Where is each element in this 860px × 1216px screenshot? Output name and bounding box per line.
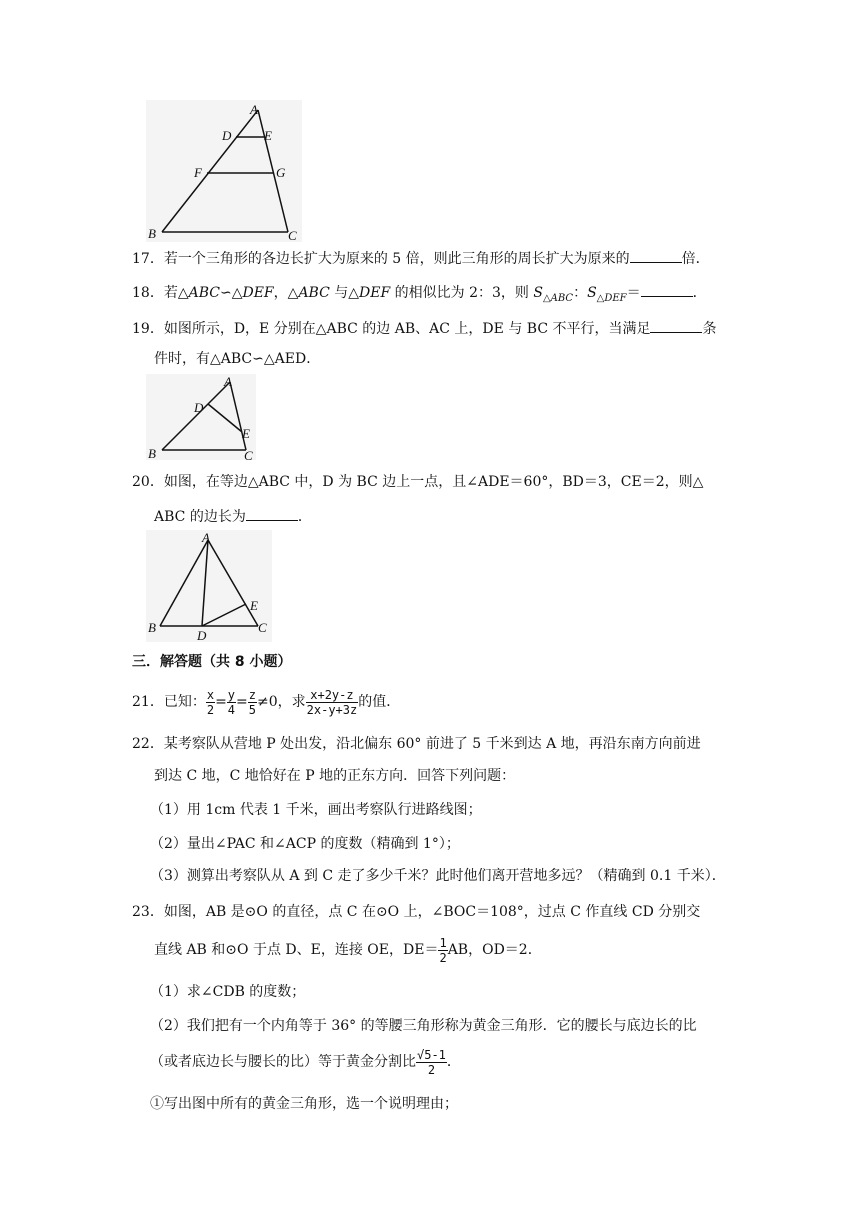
figure-trapezoid-abc (146, 100, 302, 242)
equilateral-triangle-ade-diagram (146, 530, 272, 642)
question-20-line-1: 20．如图，在等边△ABC 中，D 为 BC 边上一点，且∠ADE＝60°，BD＝3，CE＝2，则△ (132, 474, 704, 490)
question-23-part-2-line-2: （或者底边长与腰长的比）等于黄金分割比 $\frac{√5-1}{2}$ ． (150, 1047, 461, 1077)
question-17: 17．若一个三角形的各边长扩大为原来的 5 倍，则此三角形的周长扩大为原来的 倍． (132, 248, 710, 269)
fraction-y-4: $\frac{y}{4}$ (227, 687, 236, 717)
question-20-line-2: ABC 的边长为 ． (154, 506, 312, 527)
question-22-line-1: 22．某考察队从营地 P 处出发，沿北偏东 60° 前进了 5 千米到达 A 地，再沿东南方向前进 (132, 736, 701, 752)
label-b: B (148, 446, 156, 460)
label-b: B (148, 226, 156, 241)
answer-blank[interactable] (641, 282, 693, 297)
fraction-expression: $\frac{x+2y-z}{2x-y+3z}$ (306, 687, 358, 717)
fraction-z-5: $\frac{z}{5}$ (248, 687, 256, 717)
question-19-line-1: 19．如图所示，D，E 分别在△ABC 的边 AB、AC 上，DE 与 BC 不平行，当满足 条 (132, 318, 716, 339)
label-d: D (197, 628, 207, 642)
label-d: D (222, 128, 232, 143)
label-e: E (264, 128, 272, 143)
triangle-abc-ade-diagram (146, 374, 256, 460)
question-text: 若一个三角形的各边长扩大为原来的 5 倍，则此三角形的周长扩大为原来的 (163, 251, 630, 267)
fraction-x-2: $\frac{x}{2}$ (206, 687, 215, 717)
answer-blank[interactable] (650, 318, 702, 333)
label-c: C (288, 228, 297, 242)
label-e: E (250, 598, 258, 613)
question-22-part-2: （2）量出∠PAC 和∠ACP 的度数（精确到 1°）； (150, 836, 460, 852)
label-c: C (258, 620, 267, 635)
question-19-line-2: 件时，有△ABC∽△AED． (154, 351, 321, 367)
question-number: 17． (132, 251, 164, 267)
question-22-line-2: 到达 C 地，C 地恰好在 P 地的正东方向．回答下列问题： (154, 768, 516, 784)
question-21: 21．已知： $\frac{x}{2}$ = $\frac{y}{4}$ = $\frac{z}{5}$ ≠0，求 $\frac{x+2y-z}{2x-y+3z}$ 的值． (132, 687, 401, 717)
label-a: A (202, 530, 210, 545)
question-23-part-1: （1）求∠CDB 的度数； (150, 984, 306, 1000)
fraction-one-half: $\frac{1}{2}$ (439, 935, 447, 965)
figure-equilateral-triangle (146, 530, 272, 642)
question-23-part-2-line-1: （2）我们把有一个内角等于 36° 的等腰三角形称为黄金三角形．它的腰长与底边长的比 (150, 1018, 697, 1034)
question-18: 18．若△ABC∽△DEF，△ABC 与△DEF 的相似比为 2：3，则 $S_{\triangle ABC}$：$S_{\triangle DEF}=$ ． (132, 282, 707, 309)
fraction-golden-ratio: $\frac{√5-1}{2}$ (417, 1047, 446, 1077)
triangle-abc-parallel-lines-diagram (146, 100, 302, 242)
label-d: D (194, 400, 204, 415)
label-b: B (148, 620, 156, 635)
answer-blank[interactable] (246, 506, 298, 521)
question-23-part-2-item-1: ①写出图中所有的黄金三角形，选一个说明理由； (150, 1096, 458, 1112)
label-a: A (224, 374, 232, 389)
answer-blank[interactable] (630, 248, 682, 263)
label-e: E (242, 426, 250, 441)
figure-triangle-ade (146, 374, 256, 460)
label-a: A (250, 102, 258, 117)
question-22-part-3: （3）测算出考察队从 A 到 C 走了多少千米？此时他们离开营地多远？（精确到 0.1 千米）． (150, 868, 726, 884)
question-23-line-2: 直线 AB 和⊙O 于点 D、E，连接 OE，DE＝ $\frac{1}{2}$ AB，OD＝2． (154, 935, 542, 965)
question-22-part-1: （1）用 1cm 代表 1 千米，画出考察队行进路线图； (150, 802, 482, 818)
label-f: F (194, 165, 202, 180)
question-23-line-1: 23．如图，AB 是⊙O 的直径，点 C 在⊙O 上，∠BOC＝108°，过点 C 作直线 CD 分别交 (132, 904, 701, 920)
section-heading: 三．解答题（共 8 小题） (132, 654, 292, 670)
label-c: C (244, 448, 253, 460)
label-g: G (276, 165, 286, 180)
